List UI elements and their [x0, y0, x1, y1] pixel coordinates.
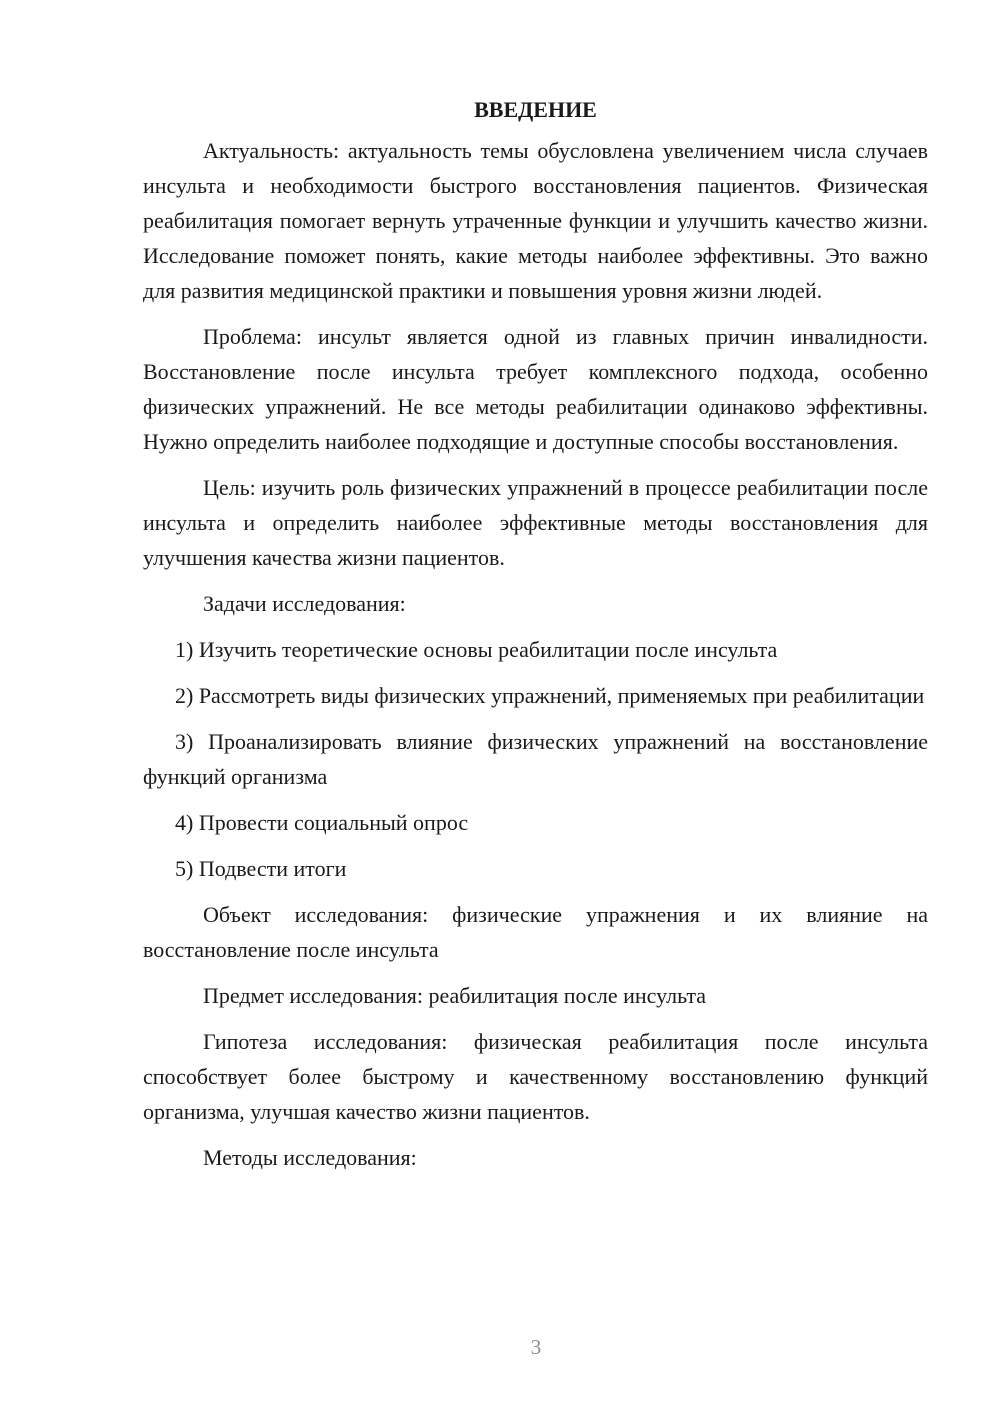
- task-item-1: 1) Изучить теоретические основы реабилитации после инсульта: [175, 637, 778, 662]
- section-title: ВВЕДЕНИЕ: [474, 97, 597, 122]
- task-item-5: 5) Подвести итоги: [175, 856, 347, 881]
- task-item-3: 3) Проанализировать влияние физических упражнений на восстановление функций организма: [143, 729, 928, 789]
- document-page: [143, 92, 928, 1186]
- paragraph-object: Объект исследования: физические упражнения и их влияние на восстановление после инсульта: [143, 902, 928, 962]
- page-number: 3: [530, 1335, 542, 1359]
- paragraph-methods: Методы исследования:: [203, 1145, 417, 1170]
- paragraph-goal: Цель: изучить роль физических упражнений в процессе реабилитации после инсульта и определить наиболее эффективные методы восстановления для улучшения качества жизни пациентов.: [143, 475, 928, 570]
- paragraph-tasks-heading: Задачи исследования:: [203, 591, 406, 616]
- paragraph-relevance: Актуальность: актуальность темы обусловлена увеличением числа случаев инсульта и необходимости быстрого восстановления пациентов. Физическая реабилитация помогает вернуть утраченные функции и улучшить качество жизни. Исследование поможет понять, какие методы наиболее эффективны. Это важно для развития медицинской практики и повышения уровня жизни людей.: [143, 138, 928, 303]
- paragraph-subject: Предмет исследования: реабилитация после инсульта: [203, 983, 706, 1008]
- paragraph-hypothesis: Гипотеза исследования: физическая реабилитация после инсульта способствует более быстрому и качественному восстановлению функций организма, улучшая качество жизни пациентов.: [143, 1029, 928, 1124]
- paragraph-problem: Проблема: инсульт является одной из главных причин инвалидности. Восстановление после инсульта требует комплексного подхода, особенно физических упражнений. Не все методы реабилитации одинаково эффективны. Нужно определить наиболее подходящие и доступные способы восстановления.: [143, 324, 928, 454]
- task-item-2: 2) Рассмотреть виды физических упражнений, применяемых при реабилитации: [175, 683, 925, 708]
- task-item-4: 4) Провести социальный опрос: [175, 810, 469, 835]
